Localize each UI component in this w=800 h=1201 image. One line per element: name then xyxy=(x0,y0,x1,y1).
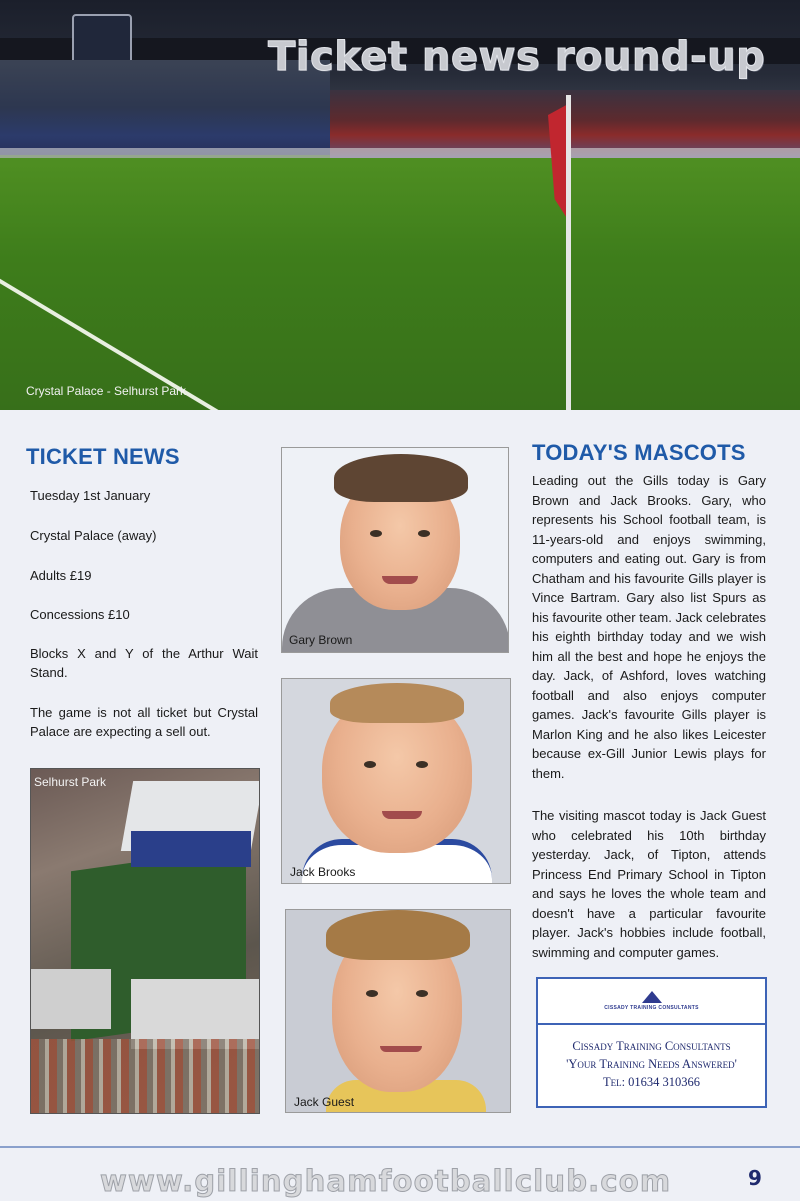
eye xyxy=(366,990,378,997)
ticket-news-blocks: Blocks X and Y of the Arthur Wait Stand. xyxy=(30,646,258,680)
ticket-news-match: Crystal Palace (away) xyxy=(30,528,157,543)
ticket-news-concessions-price: Concessions £10 xyxy=(30,607,130,622)
footer-divider xyxy=(0,1146,800,1148)
aerial-stand-side xyxy=(31,969,111,1029)
mouth xyxy=(382,811,422,819)
aerial-houses xyxy=(31,1039,260,1114)
eye xyxy=(370,530,382,537)
aerial-stadium-photo xyxy=(30,768,260,1114)
stadium-screen xyxy=(72,14,132,64)
mascot-photo-jack-brooks xyxy=(281,678,511,884)
hair xyxy=(326,910,470,960)
aerial-photo-label: Selhurst Park xyxy=(34,775,107,789)
advert-telephone: Tel: 01634 310366 xyxy=(602,1075,701,1089)
eye xyxy=(416,990,428,997)
advert-logo xyxy=(538,979,765,1025)
advert-logo-text: CISSADY TRAINING CONSULTANTS xyxy=(604,1005,699,1011)
todays-mascots-paragraph-1: Leading out the Gills today is Gary Brown and Jack Brooks. Gary, who represents his School football team, is 11-years-old and enjoys swimming, computers and eating out. Gary is from Chatham and his favourite Gills player is Vince Bartram. Gary also list Spurs as his favourite other team. Jack celebrates his eighth birthday today and we wish him all the best and hope he enjoys the day. Jack, of Ashford, loves watching football and also enjoys computer games. Jack's favourite Gills player is Marlon King and he also likes Leicester because ex-Gill Junior Lewis plays for them. xyxy=(532,473,766,781)
eye xyxy=(418,530,430,537)
triangle-logo-icon xyxy=(642,991,662,1003)
photo-caption-jack-guest: Jack Guest xyxy=(294,1095,355,1109)
mascot-photo-gary-brown xyxy=(281,447,509,653)
ticket-news-heading: TICKET NEWS xyxy=(26,444,180,469)
corner-flagpole xyxy=(566,95,571,410)
hero-stadium-photo xyxy=(0,0,800,410)
ticket-news-adults-price: Adults £19 xyxy=(30,568,92,583)
todays-mascots-paragraph-2: The visiting mascot today is Jack Guest who celebrated his 10th birthday yesterday. Jack, of Tipton, attends Princess End Primary School in Tipton and says he loves the whole team and doesn't have a particular favourite player. Jack's hobbies include football, swimming and computer games. xyxy=(532,808,766,960)
eye xyxy=(364,761,376,768)
aerial-stand-seats xyxy=(131,831,251,867)
advert-company-name: Cissady Training Consultants xyxy=(572,1039,731,1053)
ticket-news-game-note: The game is not all ticket but Crystal Palace are expecting a sell out. xyxy=(30,705,258,739)
mascot-photo-jack-guest xyxy=(285,909,511,1113)
mouth xyxy=(382,576,418,584)
ticket-news-date: Tuesday 1st January xyxy=(30,488,151,503)
eye xyxy=(416,761,428,768)
hair xyxy=(334,454,468,502)
photo-caption-gary-brown: Gary Brown xyxy=(289,633,353,647)
advert-box xyxy=(536,977,767,1108)
hero-caption: Crystal Palace - Selhurst Park xyxy=(26,384,187,398)
todays-mascots-heading: TODAY'S MASCOTS xyxy=(532,440,746,465)
mouth xyxy=(380,1046,422,1052)
page-number: 9 xyxy=(748,1166,762,1190)
photo-caption-jack-brooks: Jack Brooks xyxy=(290,865,356,879)
hair xyxy=(330,683,464,723)
page-title: Ticket news round-up xyxy=(268,34,766,80)
advert-slogan: 'Your Training Needs Answered' xyxy=(566,1057,737,1071)
advertising-hoardings xyxy=(0,148,800,158)
pitch xyxy=(0,158,800,410)
footer-website-url: www.gillinghamfootballclub.com xyxy=(100,1164,672,1198)
